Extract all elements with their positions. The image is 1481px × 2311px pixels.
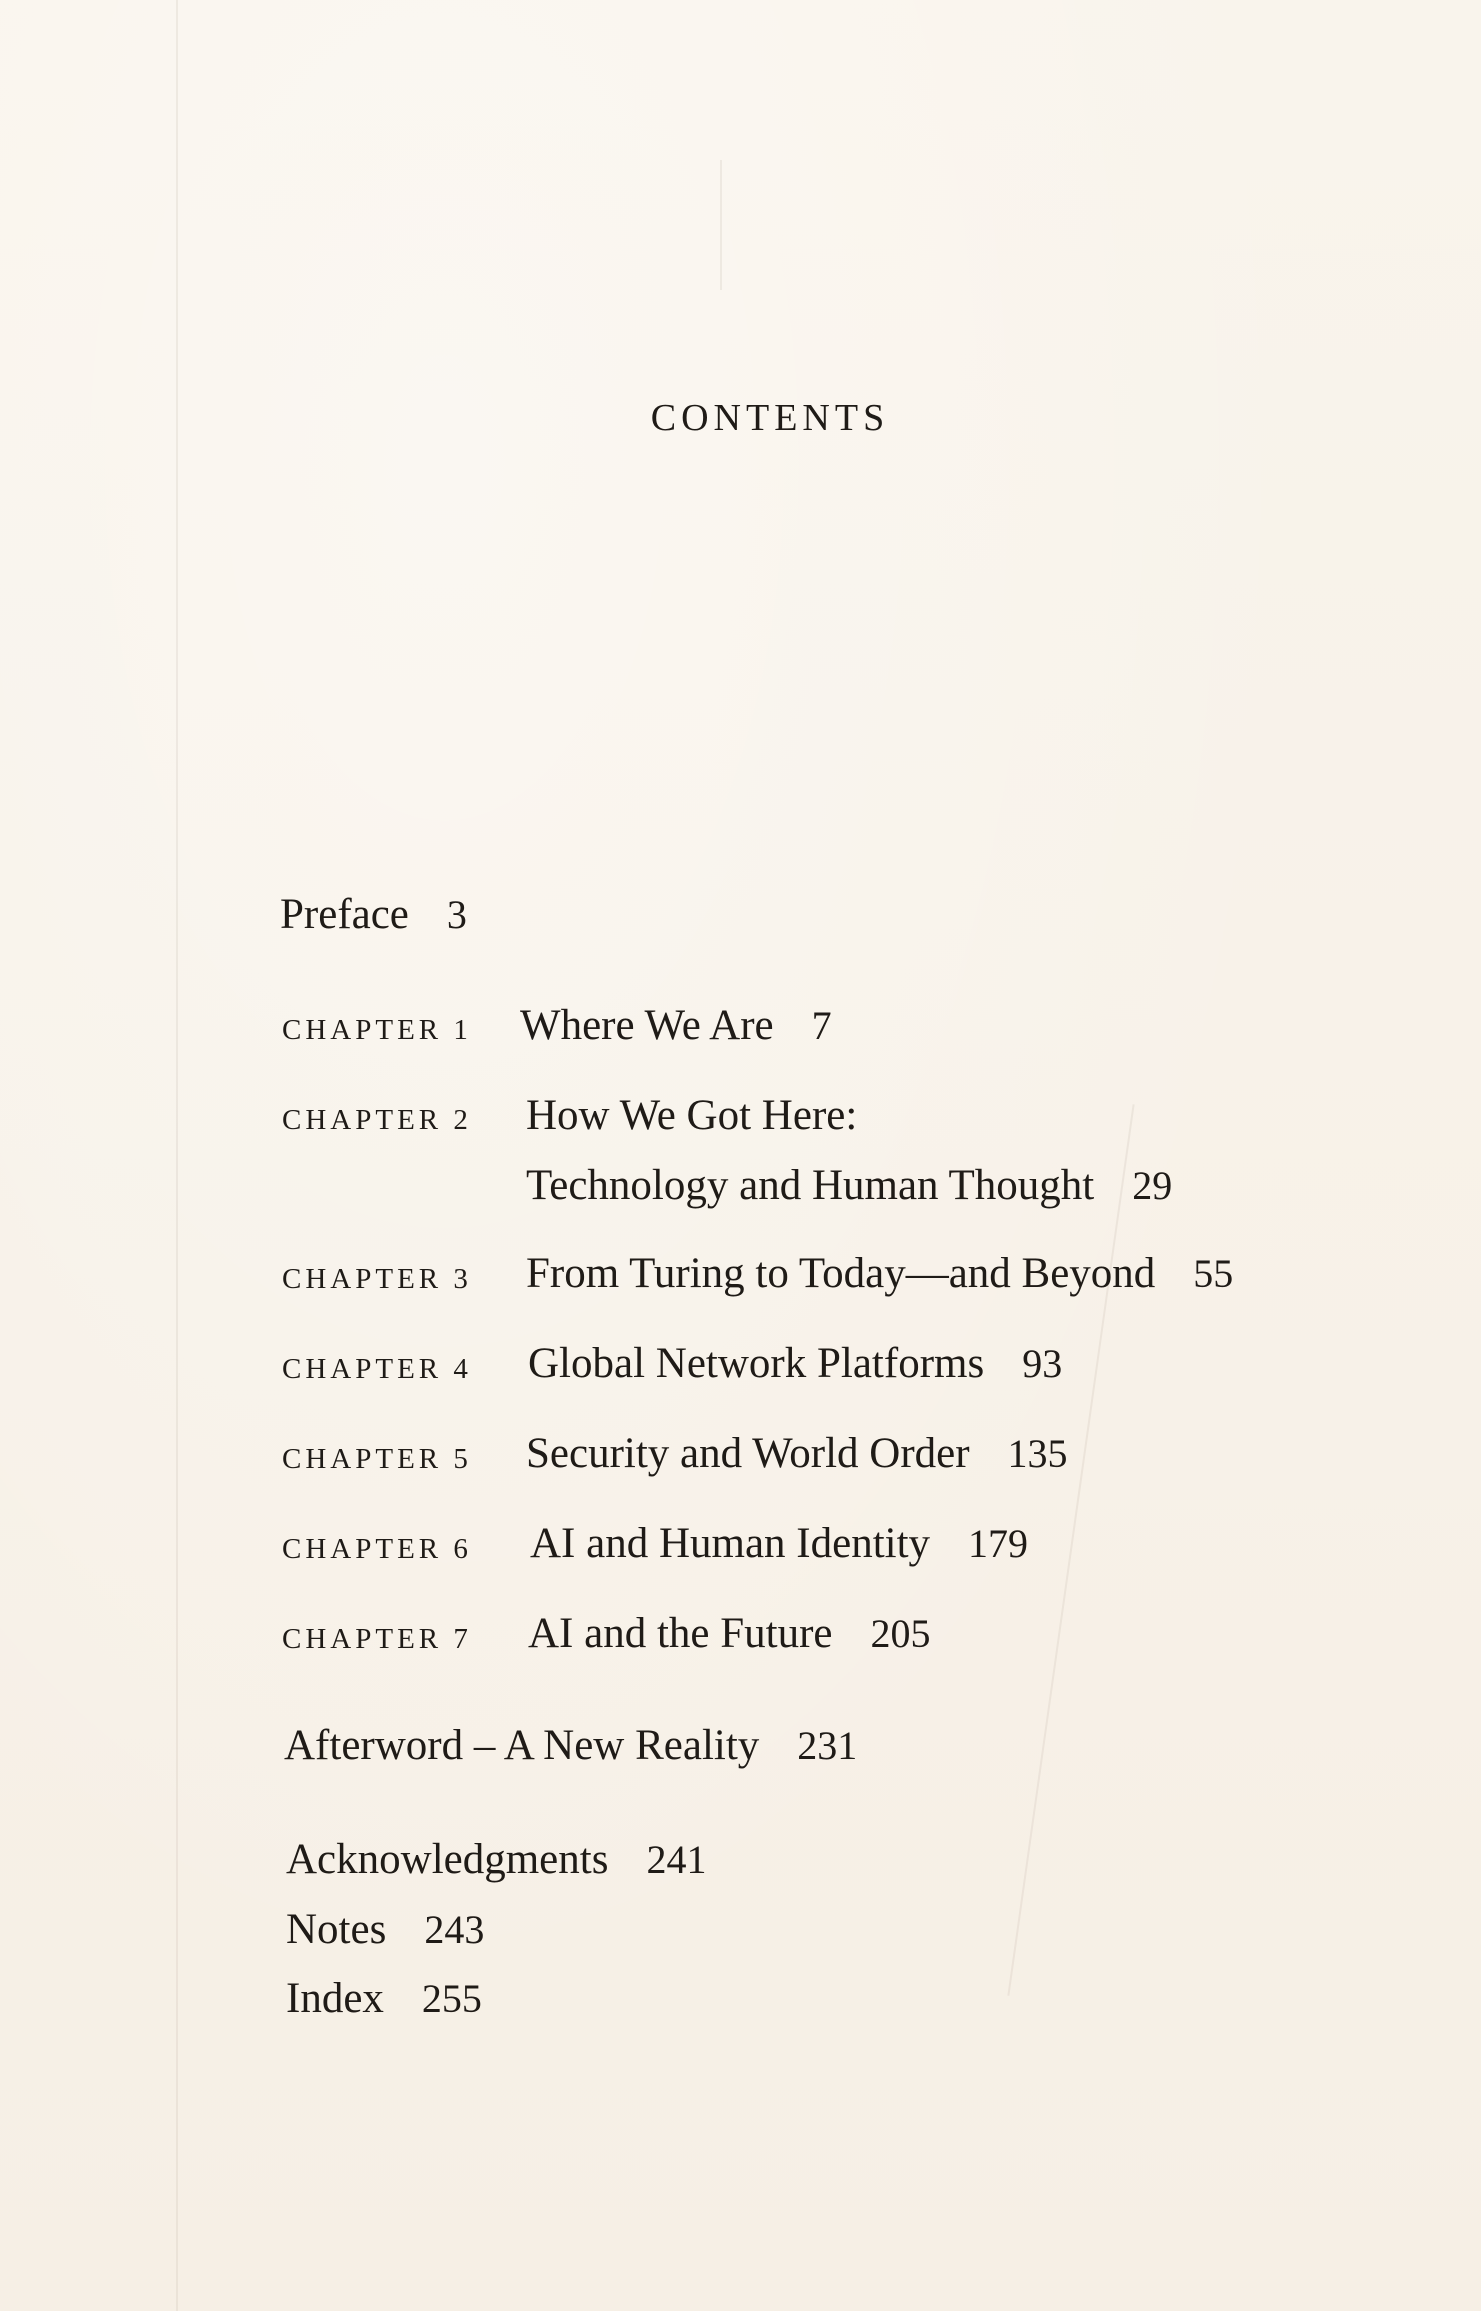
paper-crease — [720, 160, 722, 290]
toc-entry-preface[interactable] — [280, 893, 467, 936]
toc-entry-title-line-1: How We Got Here: — [526, 1092, 858, 1139]
toc-entry-chapter-6[interactable] — [530, 1522, 1028, 1565]
toc-entry-chapter-1[interactable] — [520, 1004, 832, 1047]
toc-entry-notes[interactable] — [286, 1908, 484, 1951]
chapter-label: CHAPTER 5 — [282, 1443, 472, 1475]
toc-entry-chapter-2-continued[interactable] — [526, 1164, 1172, 1207]
toc-entry-title: Afterword – A New Reality — [284, 1722, 760, 1769]
toc-entry-chapter-4[interactable] — [528, 1342, 1062, 1385]
toc-entry-page: 93 — [1022, 1341, 1063, 1386]
toc-entry-title: Security and World Order — [526, 1430, 970, 1477]
toc-entry-afterword[interactable] — [284, 1724, 857, 1767]
toc-entry-page: 205 — [870, 1611, 931, 1656]
chapter-label: CHAPTER 6 — [282, 1533, 472, 1565]
toc-entry-page: 7 — [811, 1003, 832, 1048]
toc-entry-page: 255 — [421, 1976, 482, 2021]
toc-entry-page: 135 — [1007, 1431, 1068, 1476]
toc-entry-page: 29 — [1132, 1163, 1173, 1208]
toc-entry-title: Global Network Platforms — [528, 1340, 985, 1387]
toc-entry-page: 55 — [1193, 1251, 1234, 1296]
toc-entry-page: 241 — [646, 1837, 707, 1882]
toc-entry-index[interactable] — [286, 1977, 482, 2020]
toc-entry-acknowledgments[interactable] — [286, 1838, 706, 1881]
toc-entry-title: AI and Human Identity — [530, 1520, 931, 1567]
toc-entry-title: AI and the Future — [528, 1610, 833, 1657]
toc-entry-page: 179 — [968, 1521, 1029, 1566]
toc-entry-page: 243 — [424, 1907, 485, 1952]
toc-entry-title: Where We Are — [520, 1002, 774, 1049]
toc-entry-title: Preface — [280, 891, 409, 938]
toc-entry-title: Acknowledgments — [286, 1836, 609, 1883]
chapter-label: CHAPTER 4 — [282, 1353, 472, 1385]
toc-entry-page: 3 — [446, 892, 467, 937]
toc-entry-page: 231 — [797, 1723, 858, 1768]
toc-entry-chapter-5[interactable] — [526, 1432, 1068, 1475]
toc-entry-title: Index — [286, 1975, 384, 2022]
toc-entry-title: From Turing to Today—and Beyond — [526, 1250, 1156, 1297]
toc-entry-chapter-7[interactable] — [528, 1612, 931, 1655]
chapter-label: CHAPTER 1 — [282, 1014, 472, 1046]
toc-entry-chapter-3[interactable] — [526, 1252, 1233, 1295]
chapter-label: CHAPTER 3 — [282, 1263, 472, 1295]
paper-crease — [176, 0, 178, 2311]
contents-heading: CONTENTS — [650, 397, 890, 439]
toc-entry-chapter-2[interactable] — [526, 1094, 857, 1137]
chapter-label: CHAPTER 2 — [282, 1104, 472, 1136]
toc-entry-title: Notes — [286, 1906, 387, 1953]
chapter-label: CHAPTER 7 — [282, 1623, 472, 1655]
toc-entry-title-line-2: Technology and Human Thought — [526, 1162, 1095, 1209]
